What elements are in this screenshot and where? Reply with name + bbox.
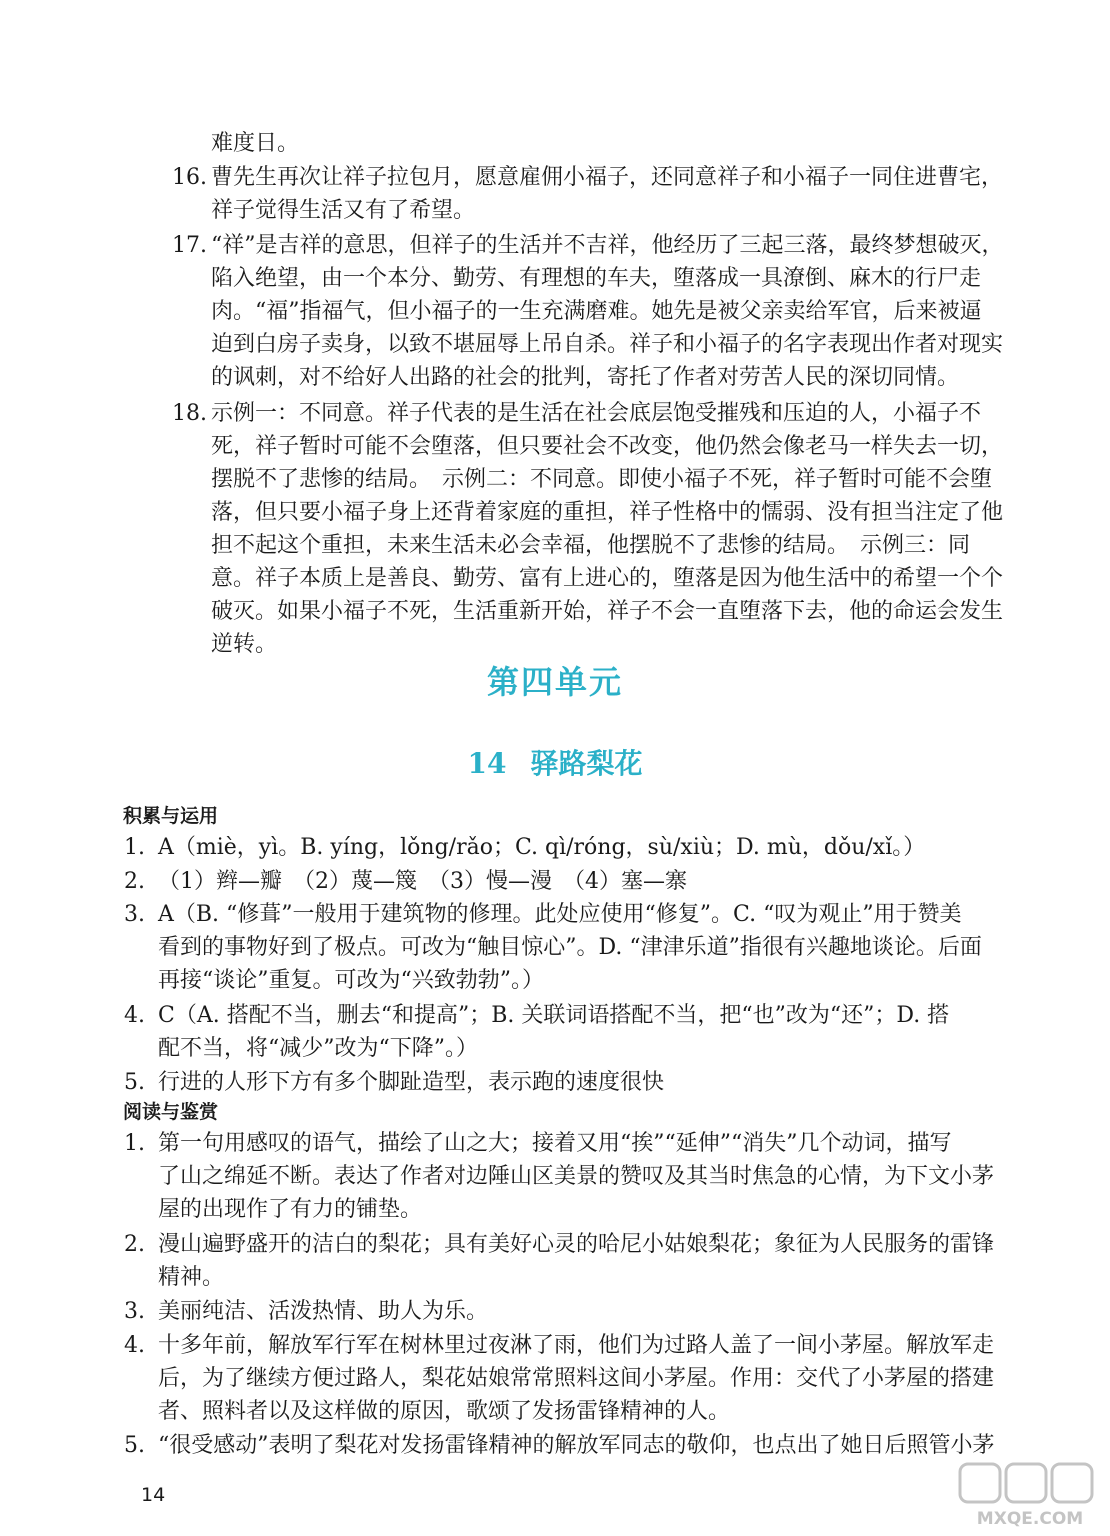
item-line: 后，为了继续方便过路人，梨花姑娘常常照料这间小茅屋。作用：交代了小茅屋的搭建 — [158, 1366, 995, 1391]
page-number: 14 — [141, 1484, 166, 1506]
item-line: “很受感动”表明了梨花对发扬雷锋精神的解放军同志的敬仰，也点出了她日后照管小茅 — [158, 1433, 995, 1458]
item-number: 1. — [124, 835, 145, 860]
item-line: 第一句用感叹的语气，描绘了山之大；接着又用“挨”“延伸”“消失”几个动词，描写 — [158, 1131, 952, 1156]
continuation-line: 难度日。 — [211, 131, 300, 156]
item-line: “祥”是吉祥的意思，但祥子的生活并不吉祥，他经历了三起三落，最终梦想破灭， — [211, 233, 1004, 258]
item-number: 3. — [124, 1299, 145, 1324]
item-line: 摆脱不了悲惨的结局。 示例二：不同意。即使小福子不死，祥子暂时可能不会堕 — [211, 467, 993, 492]
item-line: 意。祥子本质上是善良、勤劳、富有上进心的，堕落是因为他生活中的希望一个个 — [211, 566, 1004, 591]
item-line: A（B. “修葺”一般用于建筑物的修理。此处应使用“修复”。C. “叹为观止”用于赞美 — [158, 902, 962, 927]
item-number: 1. — [124, 1131, 145, 1156]
item-line: 了山之绵延不断。表达了作者对边陲山区美景的赞叹及其当时焦急的心情，为下文小茅 — [158, 1164, 995, 1189]
item-number: 2. — [124, 869, 145, 894]
item-line: 陷入绝望，由一个本分、勤劳、有理想的车夫，堕落成一具潦倒、麻木的行尸走 — [211, 266, 982, 291]
item-line: C（A. 搭配不当，删去“和提高”；B. 关联词语搭配不当，把“也”改为“还”；D. 搭 — [158, 1003, 950, 1028]
item-number: 5. — [124, 1070, 145, 1095]
item-line: 破灭。如果小福子不死，生活重新开始，祥子不会一直堕落下去，他的命运会发生 — [211, 599, 1004, 624]
section-label-reading: 阅读与鉴赏 — [123, 1101, 219, 1123]
item-line: 死，祥子暂时可能不会堕落，但只要社会不改变，他仍然会像老马一样失去一切， — [211, 434, 1004, 459]
lesson-title — [0, 742, 1110, 782]
item-line: 精神。 — [158, 1265, 225, 1290]
item-number: 5. — [124, 1433, 145, 1458]
item-line: 十多年前，解放军行军在树林里过夜淋了雨，他们为过路人盖了一间小茅屋。解放军走 — [158, 1333, 995, 1358]
item-number: 2. — [124, 1232, 145, 1257]
item-line: 美丽纯洁、活泼热情、助人为乐。 — [158, 1299, 489, 1324]
item-line: （1）辫—瓣 （2）蔑—篾 （3）慢—漫 （4）塞—寨 — [158, 869, 687, 894]
item-line: 逆转。 — [211, 632, 278, 657]
item-number: 3. — [124, 902, 145, 927]
item-number: 18. — [172, 401, 207, 426]
item-line: 的讽刺，对不给好人出路的社会的批判，寄托了作者对劳苦人民的深切同情。 — [211, 365, 960, 390]
watermark-box-2 — [1006, 1464, 1046, 1502]
lesson-number: 14 — [467, 747, 507, 780]
watermark-logo — [956, 1460, 1104, 1530]
item-line: 看到的事物好到了极点。可改为“触目惊心”。D. “津津乐道”指很有兴趣地谈论。后面 — [158, 935, 982, 960]
item-line: 屋的出现作了有力的铺垫。 — [158, 1197, 423, 1222]
item-line: 者、照料者以及这样做的原因，歌颂了发扬雷锋精神的人。 — [158, 1399, 731, 1424]
section-label-accumulation: 积累与运用 — [123, 805, 219, 827]
item-line: 迫到白房子卖身，以致不堪屈辱上吊自杀。祥子和小福子的名字表现出作者对现实 — [211, 332, 1004, 357]
item-line: 肉。“福”指福气，但小福子的一生充满磨难。她先是被父亲卖给军官，后来被逼 — [211, 299, 982, 324]
item-number: 4. — [124, 1003, 145, 1028]
item-line: 漫山遍野盛开的洁白的梨花；具有美好心灵的哈尼小姑娘梨花；象征为人民服务的雷锋 — [158, 1232, 995, 1257]
item-number: 4. — [124, 1333, 145, 1358]
item-line: A（miè，yì。B. yíng，lǒng/rǎo；C. qì/róng，sù/xiù；D. mù，dǒu/xǐ。） — [158, 835, 926, 860]
item-number: 16. — [172, 165, 207, 190]
item-number: 17. — [172, 233, 207, 258]
item-line: 曹先生再次让祥子拉包月，愿意雇佣小福子，还同意祥子和小福子一同住进曹宅， — [211, 165, 1004, 190]
watermark-box-3 — [1052, 1464, 1092, 1502]
item-line: 行进的人形下方有多个脚趾造型，表示跑的速度很快 — [158, 1070, 665, 1095]
unit-title: 第四单元 — [486, 663, 623, 701]
item-line: 示例一：不同意。祥子代表的是生活在社会底层饱受摧残和压迫的人，小福子不 — [211, 401, 982, 426]
lesson-name: 驿路梨花 — [530, 747, 643, 780]
watermark-text: MXQE.COM — [976, 1509, 1084, 1529]
item-line: 配不当，将“减少”改为“下降”。） — [158, 1036, 478, 1061]
item-line: 落，但只要小福子身上还背着家庭的重担，祥子性格中的懦弱、没有担当注定了他 — [211, 500, 1004, 525]
item-line: 再接“谈论”重复。可改为“兴致勃勃”。） — [158, 968, 544, 993]
item-line: 担不起这个重担，未来生活未必会幸福，他摆脱不了悲惨的结局。 示例三：同 — [211, 533, 971, 558]
watermark-box-1 — [960, 1464, 1000, 1502]
item-line: 祥子觉得生活又有了希望。 — [211, 198, 476, 223]
